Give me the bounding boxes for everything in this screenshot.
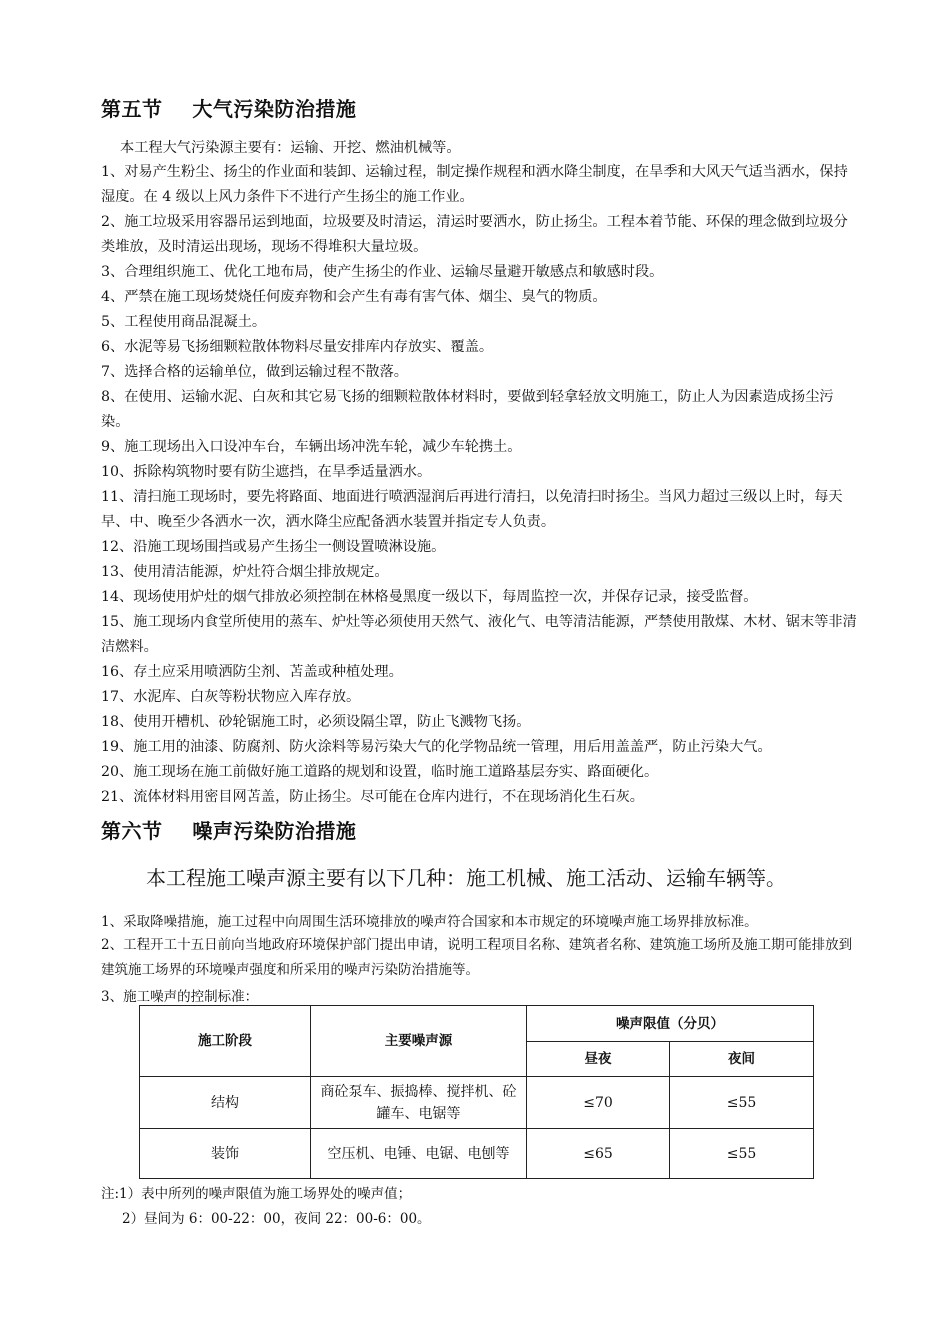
- section5-item-5: 5、工程使用商品混凝土。: [101, 314, 267, 330]
- section5-item-13: 13、使用清洁能源，炉灶符合烟尘排放规定。: [101, 564, 389, 580]
- section6-item-2: 2、工程开工十五日前向当地政府环境保护部门提出申请，说明工程项目名称、建筑者名称、建筑施工场所及施工期可能排放到建筑施工场界的环境噪声强度和所采用的噪声污染防治措施等。: [101, 937, 853, 978]
- cell-stage: 装饰: [140, 1129, 311, 1179]
- section5-item-8: 8、在使用、运输水泥、白灰和其它易飞扬的细颗粒散体材料时，要做到轻拿轻放文明施工，防止人为因素造成扬尘污染。: [101, 389, 834, 430]
- section5-item-16: 16、存土应采用喷洒防尘剂、苫盖或种植处理。: [101, 664, 403, 680]
- section6-heading: 第六节 噪声污染防治措施: [101, 819, 357, 843]
- section5-item-21: 21、流体材料用密目网苫盖，防止扬尘。尽可能在仓库内进行，不在现场消化生石灰。: [101, 789, 644, 805]
- header-stage: 施工阶段: [140, 1006, 311, 1077]
- section6-intro: 本工程施工噪声源主要有以下几种：施工机械、施工活动、运输车辆等。: [146, 866, 786, 890]
- section5-item-3: 3、合理组织施工、优化工地布局，使产生扬尘的作业、运输尽量避开敏感点和敏感时段。: [101, 264, 664, 280]
- cell-day: ≤65: [527, 1129, 670, 1179]
- section5-item-10: 10、拆除构筑物时要有防尘遮挡，在旱季适量洒水。: [101, 464, 432, 480]
- section5-item-1: 1、对易产生粉尘、扬尘的作业面和装卸、运输过程，制定操作规程和洒水降尘制度，在旱季和大风天气适当洒水，保持湿度。在 4 级以上风力条件下不进行产生扬尘的施工作业。: [101, 164, 848, 205]
- cell-source: 空压机、电锤、电锯、电刨等: [311, 1129, 527, 1179]
- section5-item-20: 20、施工现场在施工前做好施工道路的规划和设置，临时施工道路基层夯实、路面硬化。: [101, 764, 659, 780]
- cell-stage: 结构: [140, 1077, 311, 1129]
- section5-item-2: 2、施工垃圾采用容器吊运到地面，垃圾要及时清运，清运时要洒水，防止扬尘。工程本着节能、环保的理念做到垃圾分类堆放，及时清运出现场，现场不得堆积大量垃圾。: [101, 214, 848, 255]
- section5-item-15: 15、施工现场内食堂所使用的蒸车、炉灶等必须使用天然气、液化气、电等清洁能源，严禁使用散煤、木材、锯末等非清洁燃料。: [101, 614, 857, 655]
- section5-heading: 第五节 大气污染防治措施: [101, 97, 357, 121]
- header-source: 主要噪声源: [311, 1006, 527, 1077]
- section5-item-9: 9、施工现场出入口设冲车台，车辆出场冲洗车轮，减少车轮携土。: [101, 439, 522, 455]
- section5-intro: 本工程大气污染源主要有：运输、开挖、燃油机械等。: [120, 140, 461, 156]
- table-row: [140, 1129, 814, 1179]
- table-note-1: 注:1）表中所列的噪声限值为施工场界处的噪声值；: [101, 1186, 412, 1202]
- section5-item-6: 6、水泥等易飞扬细颗粒散体物料尽量安排库内存放实、覆盖。: [101, 339, 494, 355]
- cell-day: ≤70: [527, 1077, 670, 1129]
- section5-item-12: 12、沿施工现场围挡或易产生扬尘一侧设置喷淋设施。: [101, 539, 446, 555]
- cell-night: ≤55: [670, 1129, 814, 1179]
- table-row: [140, 1077, 814, 1129]
- section5-item-19: 19、施工用的油漆、防腐剂、防火涂料等易污染大气的化学物品统一管理，用后用盖盖严，防止污染大气。: [101, 739, 772, 755]
- section5-item-17: 17、水泥库、白灰等粉状物应入库存放。: [101, 689, 361, 705]
- table-header-row: [140, 1006, 814, 1042]
- noise-limit-table: [139, 1005, 814, 1179]
- section5-item-4: 4、严禁在施工现场焚烧任何废弃物和会产生有毒有害气体、烟尘、臭气的物质。: [101, 289, 607, 305]
- section6-item-3: 3、施工噪声的控制标准：: [101, 989, 259, 1005]
- header-limit: 噪声限值（分贝）: [527, 1006, 814, 1042]
- section5-item-18: 18、使用开槽机、砂轮锯施工时，必须设隔尘罩，防止飞溅物飞扬。: [101, 714, 531, 730]
- section5-item-7: 7、选择合格的运输单位，做到运输过程不散落。: [101, 364, 408, 380]
- table-note-2: 2）昼间为 6：00-22：00，夜间 22：00-6：00。: [122, 1211, 431, 1227]
- section5-item-11: 11、清扫施工现场时，要先将路面、地面进行喷洒湿润后再进行清扫，以免清扫时扬尘。当风力超过三级以上时，每天早、中、晚至少各洒水一次，洒水降尘应配备洒水装置并指定专人负责。: [101, 489, 843, 530]
- header-day: 昼夜: [527, 1042, 670, 1077]
- header-night: 夜间: [670, 1042, 814, 1077]
- cell-night: ≤55: [670, 1077, 814, 1129]
- cell-source: 商砼泵车、振捣棒、搅拌机、砼罐车、电锯等: [311, 1077, 527, 1129]
- section6-item-1: 1、采取降噪措施，施工过程中向周围生活环境排放的噪声符合国家和本市规定的环境噪声施工场界排放标准。: [101, 914, 758, 930]
- section5-item-14: 14、现场使用炉灶的烟气排放必须控制在林格曼黑度一级以下，每周监控一次，并保存记录，接受监督。: [101, 589, 758, 605]
